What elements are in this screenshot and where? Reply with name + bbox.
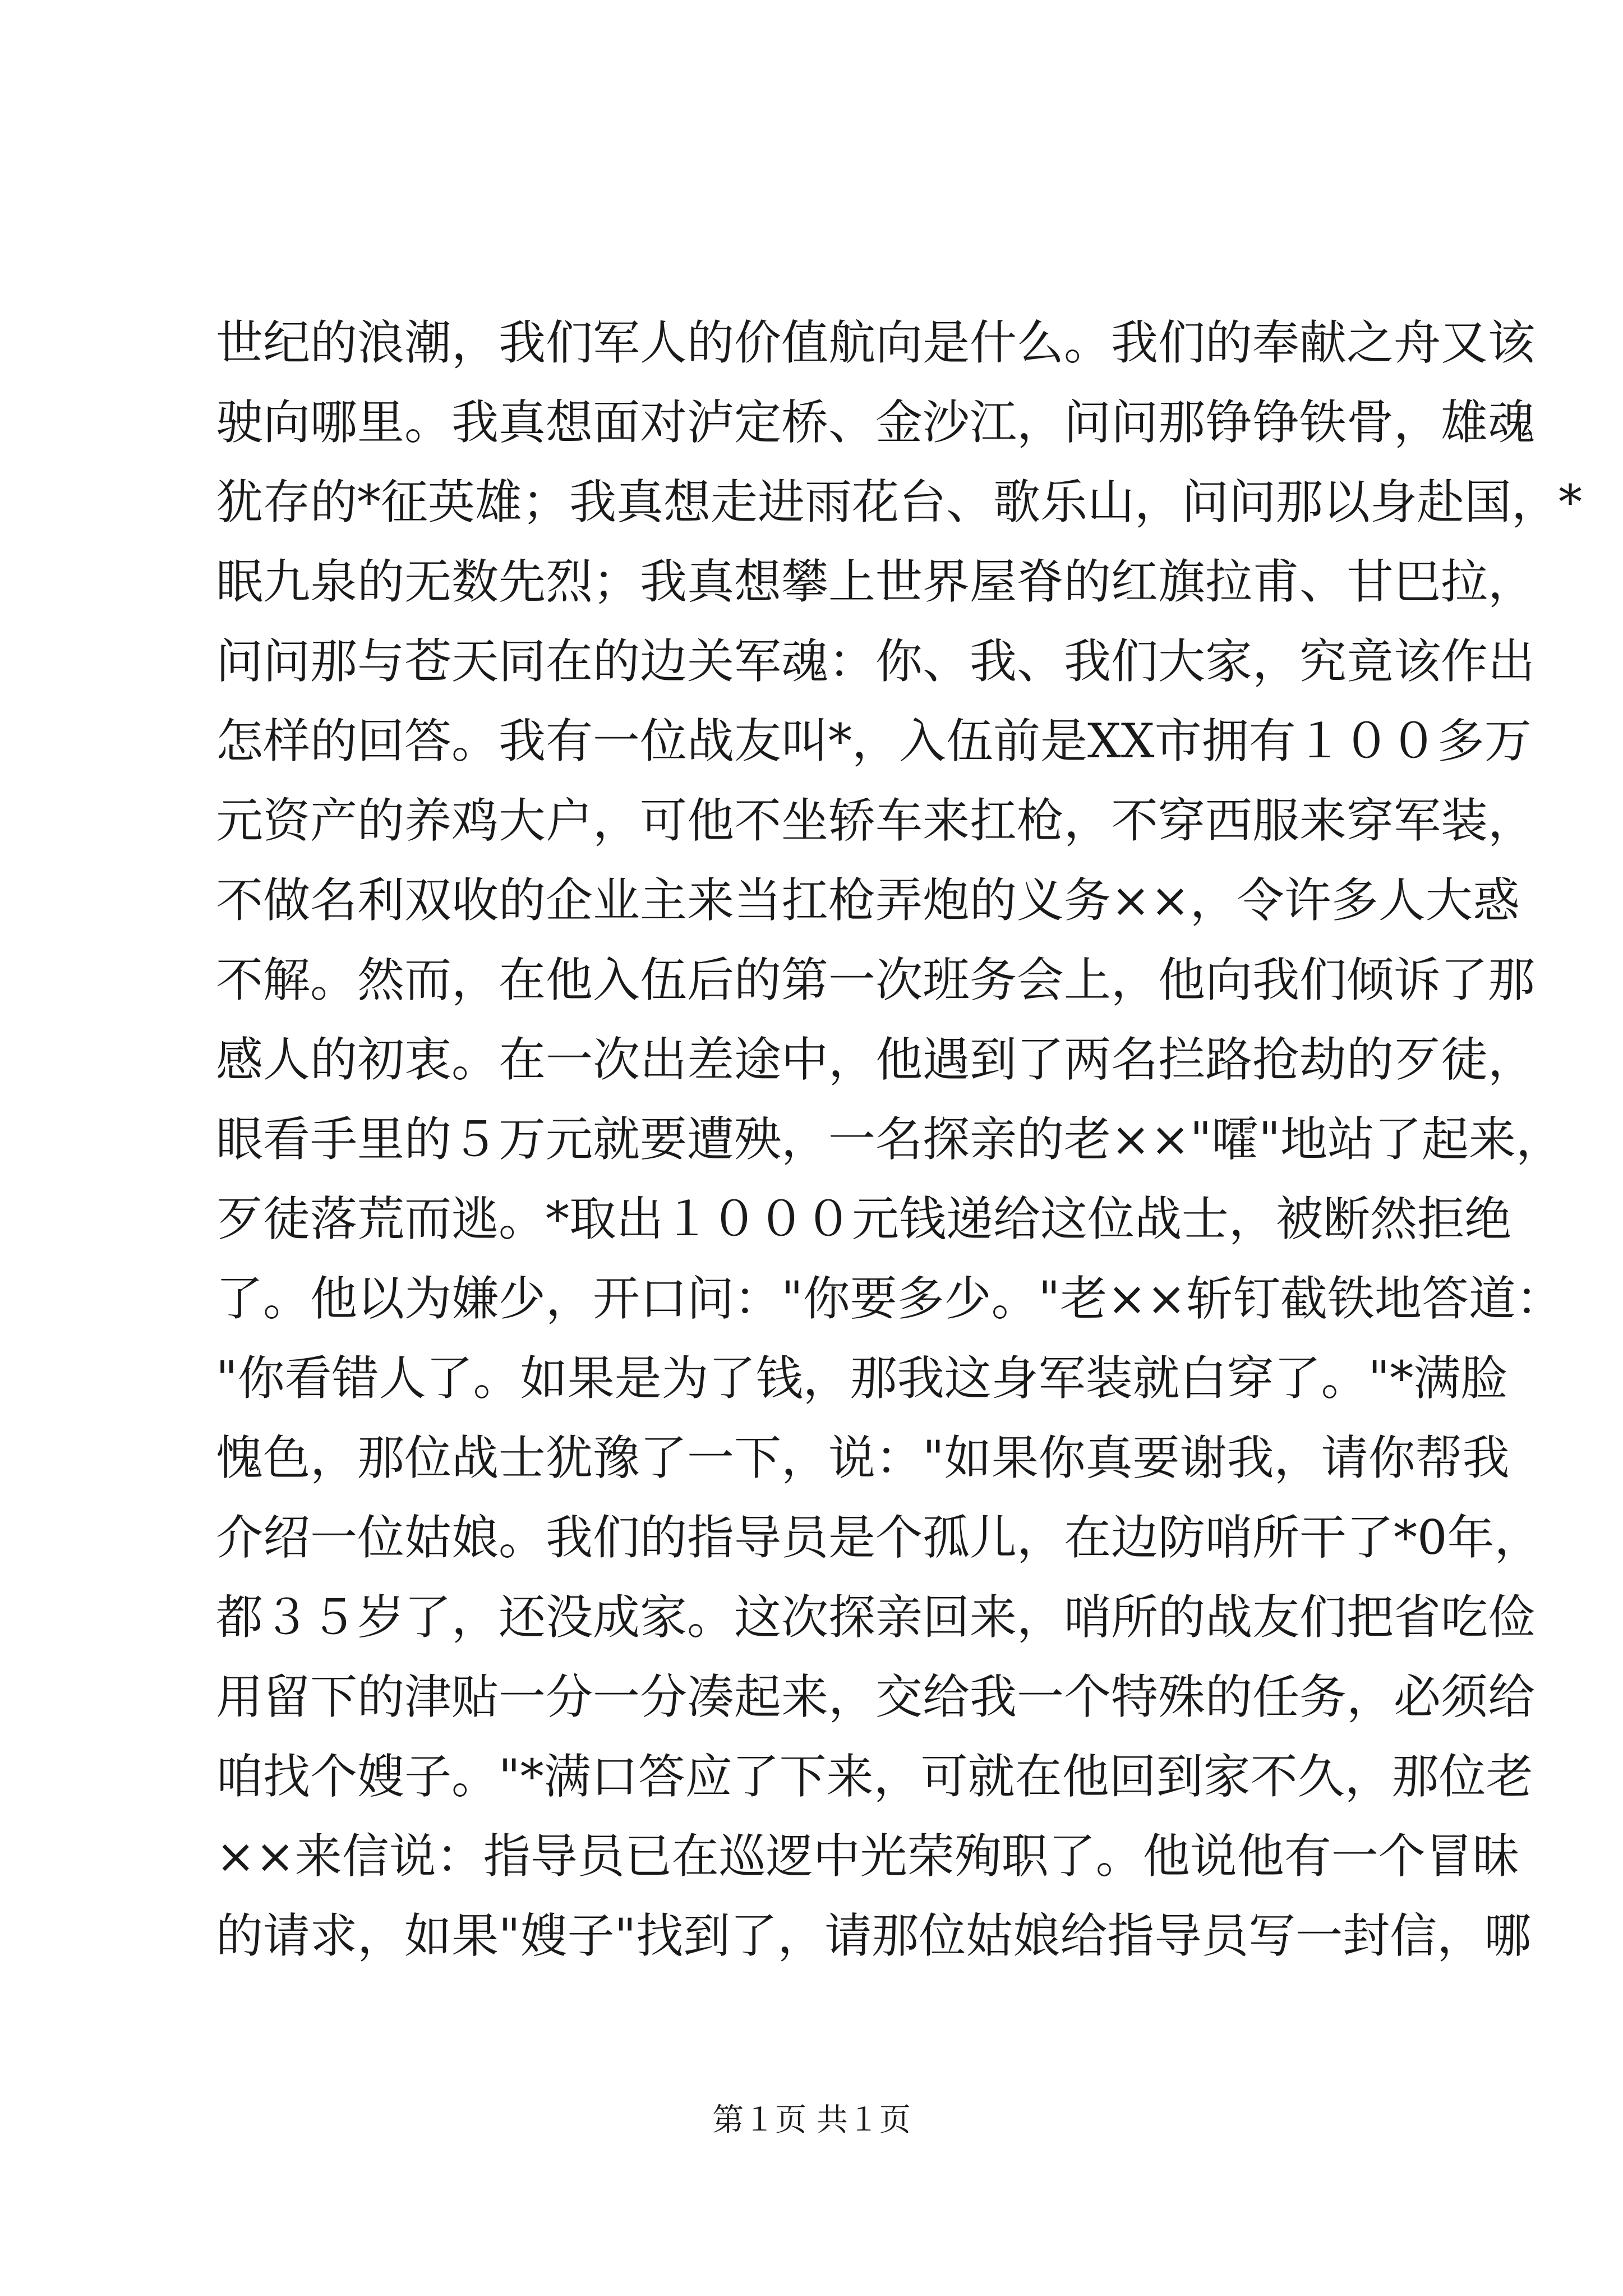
- text-line: 歹徒落荒而逃。*取出１０００元钱递给这位战士，被断然拒绝: [216, 1191, 1512, 1246]
- page-number: 第１页 共１页: [712, 2102, 911, 2138]
- text-line: 犹存的*征英雄；我真想走进雨花台、歌乐山，问问那以身赴国，*: [216, 475, 1583, 530]
- text-line: 介绍一位姑娘。我们的指导员是个孤儿，在边防哨所干了*0年，: [216, 1510, 1542, 1565]
- text-line: 咱找个嫂子。"*满口答应了下来，可就在他回到家不久，那位老: [216, 1749, 1533, 1804]
- text-line: ××来信说：指导员已在巡逻中光荣殉职了。他说他有一个冒昧: [216, 1829, 1520, 1884]
- page-footer: [0, 2098, 1623, 2143]
- text-line: 感人的初衷。在一次出差途中，他遇到了两名拦路抢劫的歹徒，: [216, 1032, 1536, 1087]
- text-line: 怎样的回答。我有一位战友叫*，入伍前是XX市拥有１００多万: [216, 714, 1532, 769]
- text-line: 元资产的养鸡大户，可他不坐轿车来扛枪，不穿西服来穿军装，: [216, 793, 1536, 848]
- text-line: 都３５岁了，还没成家。这次探亲回来，哨所的战友们把省吃俭: [216, 1590, 1536, 1645]
- text-line: 愧色，那位战士犹豫了一下，说："如果你真要谢我，请你帮我: [216, 1430, 1510, 1485]
- text-line: 的请求，如果"嫂子"找到了，请那位姑娘给指导员写一封信，哪: [216, 1908, 1532, 1963]
- text-line: 问问那与苍天同在的边关军魂：你、我、我们大家，究竟该作出: [216, 634, 1536, 689]
- text-line: 世纪的浪潮，我们军人的价值航向是什么。我们的奉献之舟又该: [216, 315, 1536, 370]
- text-line: 用留下的津贴一分一分凑起来，交给我一个特殊的任务，必须给: [216, 1669, 1536, 1724]
- text-line: 不解。然而，在他入伍后的第一次班务会上，他向我们倾诉了那: [216, 953, 1536, 1007]
- text-line: 驶向哪里。我真想面对泸定桥、金沙江，问问那铮铮铁骨，雄魂: [216, 395, 1536, 450]
- text-line: "你看错人了。如果是为了钱，那我这身军装就白穿了。"*满脸: [216, 1351, 1508, 1406]
- body-paragraph: [216, 303, 1583, 1976]
- text-line: 了。他以为嫌少，开口问："你要多少。"老××斩钉截铁地答道：: [216, 1271, 1564, 1326]
- text-line: 不做名利双收的企业主来当扛枪弄炮的义务××，令许多人大惑: [216, 873, 1520, 928]
- text-line: 眼看手里的５万元就要遭殃，一名探亲的老××"嚯"地站了起来，: [216, 1112, 1564, 1167]
- text-line: 眠九泉的无数先烈；我真想攀上世界屋脊的红旗拉甫、甘巴拉，: [216, 554, 1536, 609]
